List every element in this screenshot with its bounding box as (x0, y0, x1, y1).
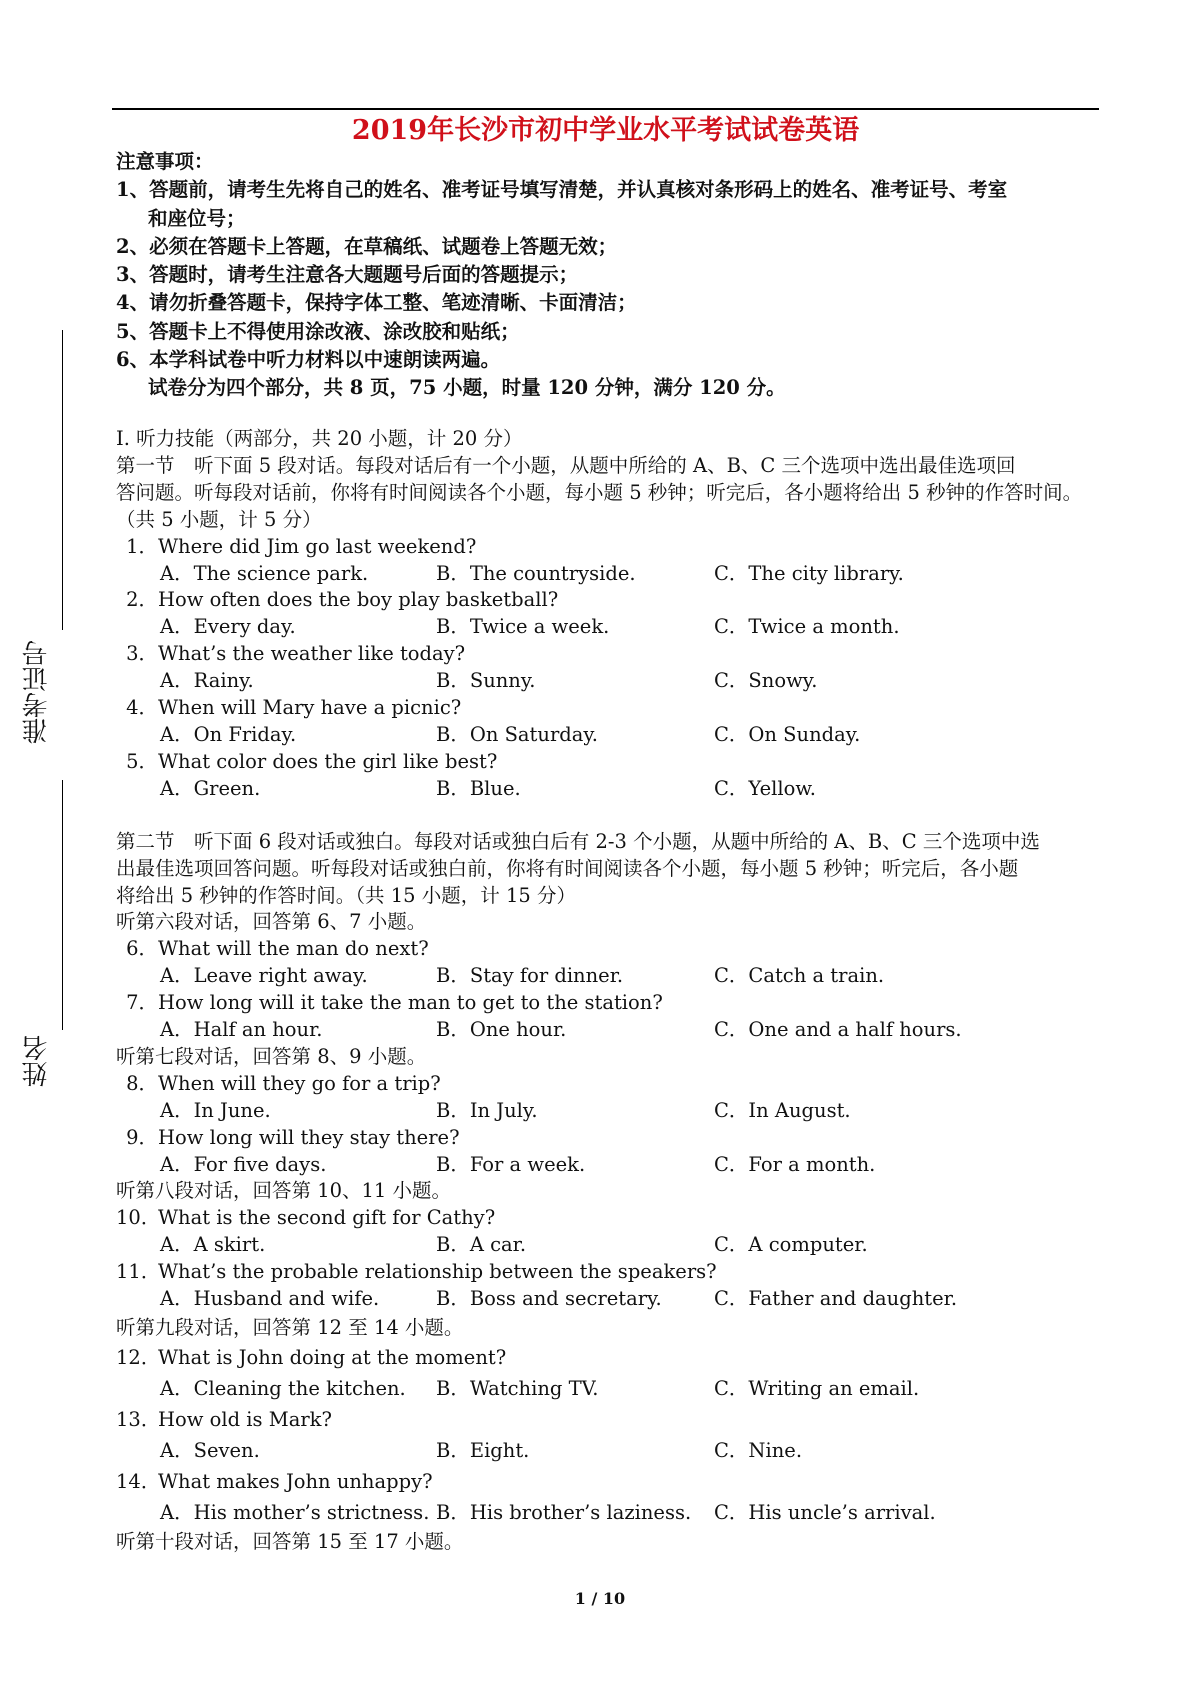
question (116, 1125, 1106, 1152)
page-number: 1 / 10 (574, 1589, 626, 1608)
options-row (116, 1497, 1106, 1529)
option-a: A．A skirt. (160, 1233, 266, 1257)
option-a: A．Cleaning the kitchen. (160, 1377, 406, 1400)
option-b: B．Stay for dinner. (436, 964, 624, 988)
option-b: B．On Saturday. (436, 722, 599, 746)
option-b: B．Boss and secretary. (436, 1287, 662, 1311)
dialogue-cue: 听第六段对话，回答第 6、7 小题。 (116, 910, 427, 934)
option-a: A．Half an hour. (160, 1018, 323, 1042)
question-number: 8． (126, 1071, 158, 1095)
options-row (116, 963, 1106, 990)
option-c: C．Twice a month. (714, 615, 900, 639)
notice-item: 5、答题卡上不得使用涂改液、涂改胶和贴纸； (116, 319, 520, 343)
option-a: A．On Friday. (160, 722, 297, 746)
options-row (116, 1435, 1106, 1467)
option-b: B．Sunny. (436, 669, 536, 693)
option-c: C．Father and daughter. (714, 1287, 958, 1311)
part2-instructions: 出最佳选项回答问题。听每段对话或独白前，你将有时间阅读各个小题，每小题 5 秒钟；听完后，各小题 (116, 856, 1019, 880)
question-text: Where did Jim go last weekend? (158, 534, 477, 558)
question (116, 1205, 1106, 1232)
options-row (116, 668, 1106, 695)
question-text: How long will they stay there? (158, 1125, 460, 1149)
options-row (116, 1152, 1106, 1179)
options-row (116, 1373, 1106, 1405)
option-c: C．His uncle’s arrival. (714, 1501, 936, 1524)
question (116, 1405, 1106, 1435)
notice-block (116, 148, 1106, 403)
options-row (116, 1017, 1106, 1044)
option-b: B．A car. (436, 1233, 527, 1257)
page-title: 2019年长沙市初中学业水平考试试卷英语 (351, 115, 860, 146)
option-a: A．Green. (160, 776, 261, 800)
option-b: B．In July. (436, 1098, 538, 1122)
dialogue-cue: 听第七段对话，回答第 8、9 小题。 (116, 1044, 427, 1068)
top-rule (112, 108, 1099, 110)
part1-instructions: （共 5 小题，计 5 分） (116, 507, 322, 531)
question (116, 587, 1106, 614)
question-text: How old is Mark? (158, 1408, 332, 1431)
part1-instructions: 第一节 听下面 5 段对话。每段对话后有一个小题，从题中所给的 A、B、C 三个选项中选出最佳选项回 (116, 453, 1016, 477)
options-row (116, 1098, 1106, 1125)
notice-item: 1、答题前，请考生先将自己的姓名、准考证号填写清楚，并认真核对条形码上的姓名、准考证号、考室 (116, 178, 1008, 202)
notice-heading: 注意事项： (116, 150, 214, 173)
question-number: 13． (116, 1408, 161, 1431)
option-b: B．One hour. (436, 1018, 567, 1042)
option-a: A．Husband and wife. (160, 1287, 380, 1311)
option-c: C．For a month. (714, 1152, 876, 1176)
option-c: C．In August. (714, 1098, 851, 1122)
question-text: What will the man do next? (158, 937, 429, 961)
option-c: C．Writing an email. (714, 1377, 920, 1400)
question-number: 4． (126, 696, 158, 720)
option-c: C．The city library. (714, 561, 904, 585)
question-group (116, 1343, 1106, 1529)
notice-item: 2、必须在答题卡上答题，在草稿纸、试题卷上答题无效； (116, 234, 618, 258)
question (116, 695, 1106, 722)
dialogue-cue: 听第八段对话，回答第 10、11 小题。 (116, 1179, 452, 1203)
question-number: 3． (126, 642, 158, 666)
notice-item: 4、请勿折叠答题卡，保持字体工整、笔迹清晰、卡面清洁； (116, 291, 637, 315)
question-text: What’s the weather like today? (158, 642, 466, 666)
question-number: 6． (126, 937, 158, 961)
question (116, 936, 1106, 963)
options-row (116, 722, 1106, 749)
option-a: A．Rainy. (160, 669, 254, 693)
option-b: B．The countryside. (436, 561, 636, 585)
options-row (116, 776, 1106, 803)
option-c: C．A computer. (714, 1233, 868, 1257)
notice-item: 和座位号； (148, 206, 246, 230)
exam-id-label: 准考证号 (22, 640, 52, 744)
option-a: A．Every day. (160, 615, 296, 639)
option-a: A．Seven. (160, 1439, 260, 1462)
option-a: A．For five days. (160, 1152, 327, 1176)
question-text: How long will it take the man to get to the station? (158, 991, 663, 1015)
question-number: 12． (116, 1346, 161, 1369)
name-label: 姓名 (22, 1035, 52, 1087)
option-a: A．His mother’s strictness. (160, 1501, 430, 1524)
option-c: C．On Sunday. (714, 722, 861, 746)
part2-instructions: 将给出 5 秒钟的作答时间。（共 15 小题，计 15 分） (116, 883, 576, 907)
question-text: How often does the boy play basketball? (158, 588, 559, 612)
question-text: What is John doing at the moment? (158, 1346, 507, 1369)
question-text: When will they go for a trip? (158, 1071, 441, 1095)
option-c: C．Snowy. (714, 669, 818, 693)
question-number: 7． (126, 991, 158, 1015)
question-text: What is the second gift for Cathy? (158, 1206, 496, 1230)
question-text: What’s the probable relationship between the speakers? (158, 1260, 717, 1284)
question (116, 1071, 1106, 1098)
question-number: 10． (116, 1206, 161, 1230)
listening-section (116, 426, 1106, 1556)
question (116, 749, 1106, 776)
question (116, 990, 1106, 1017)
option-b: B．For a week. (436, 1152, 586, 1176)
question-number: 11． (116, 1260, 161, 1284)
question (116, 641, 1106, 668)
option-b: B．Twice a week. (436, 615, 610, 639)
spacer (116, 803, 1106, 829)
notice-summary: 试卷分为四个部分，共 8 页，75 小题，时量 120 分钟，满分 120 分。 (148, 376, 786, 400)
part2-instructions: 第二节 听下面 6 段对话或独白。每段对话或独白后有 2-3 个小题，从题中所给的 A、B、C 三个选项中选 (116, 829, 1040, 853)
part1-instructions: 答问题。听每段对话前，你将有时间阅读各个小题，每小题 5 秒钟；听完后，各小题将给出 5 秒钟的作答时间。 (116, 480, 1083, 504)
dialogue-cue: 听第十段对话，回答第 15 至 17 小题。 (116, 1530, 464, 1553)
question (116, 1467, 1106, 1497)
question-number: 5． (126, 749, 158, 773)
options-row (116, 1286, 1106, 1313)
notice-item: 3、答题时，请考生注意各大题题号后面的答题提示； (116, 263, 579, 287)
question-number: 1． (126, 534, 158, 558)
question-text: What makes John unhappy? (158, 1470, 433, 1493)
option-c: C．Yellow. (714, 776, 816, 800)
question-number: 9． (126, 1125, 158, 1149)
section-heading: I. 听力技能（两部分，共 20 小题，计 20 分） (116, 427, 523, 450)
question-number: 2． (126, 588, 158, 612)
option-a: A．The science park. (160, 561, 369, 585)
options-row (116, 1232, 1106, 1259)
question-number: 14． (116, 1470, 161, 1493)
option-c: C．One and a half hours. (714, 1018, 962, 1042)
options-row (116, 614, 1106, 641)
margin-line-middle (62, 780, 63, 1030)
option-a: A．In June. (160, 1098, 271, 1122)
option-b: B．His brother’s laziness. (436, 1501, 692, 1524)
options-row (116, 561, 1106, 588)
option-a: A．Leave right away. (160, 964, 368, 988)
margin-line-top (62, 330, 63, 630)
question (116, 1259, 1106, 1286)
option-c: C．Nine. (714, 1439, 803, 1462)
option-b: B．Eight. (436, 1439, 530, 1462)
option-b: B．Blue. (436, 776, 521, 800)
question (116, 534, 1106, 561)
option-b: B．Watching TV. (436, 1377, 599, 1400)
notice-item: 6、本学科试卷中听力材料以中速朗读两遍。 (116, 348, 501, 372)
dialogue-cue: 听第九段对话，回答第 12 至 14 小题。 (116, 1316, 464, 1339)
question-text: When will Mary have a picnic? (158, 696, 462, 720)
question (116, 1343, 1106, 1373)
option-c: C．Catch a train. (714, 964, 885, 988)
question-text: What color does the girl like best? (158, 749, 498, 773)
